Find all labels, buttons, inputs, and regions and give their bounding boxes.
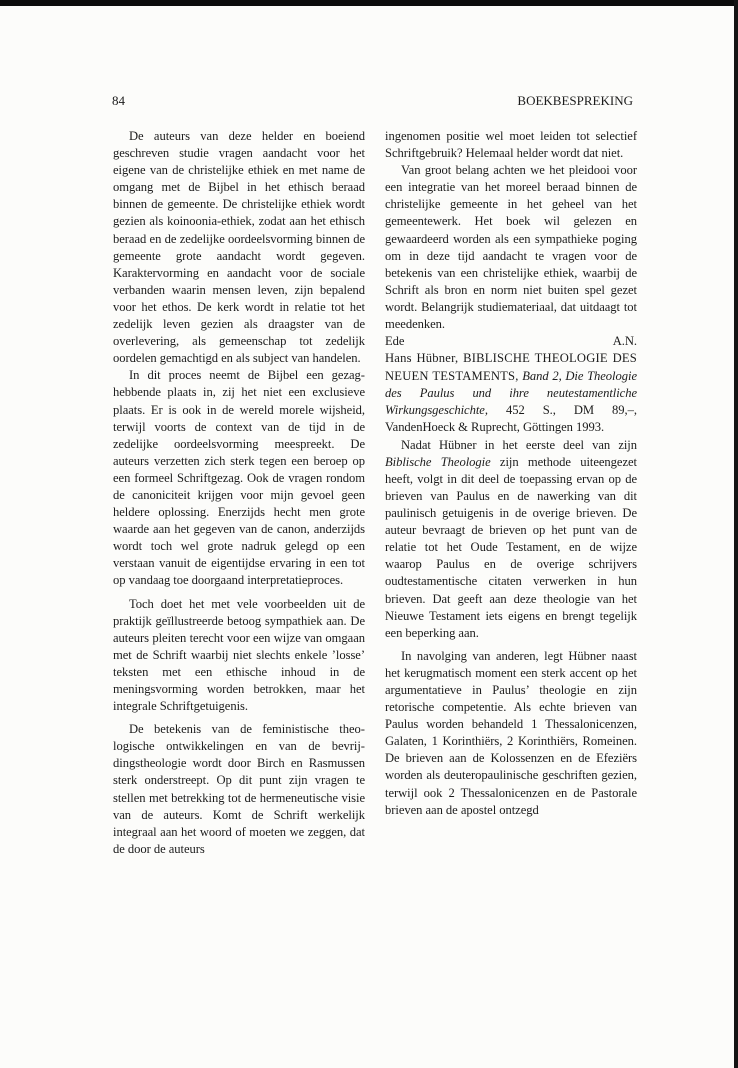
bibliographic-entry: [385, 350, 637, 436]
book-author-title: Hans Hübner, BIBLISCHE THEOLOGIE DES NEUEN TESTAMENTS,: [385, 351, 637, 383]
page-number: 84: [112, 93, 125, 108]
page: [0, 6, 734, 1068]
paragraph: De betekenis van de feministische theologische ontwikkelingen en van de bevrijdingstheologie wordt door Birch en Rasmussen sterk onderstreept. Op dit punt zijn vragen te stellen met betrekking tot de hermeneutische visie van de auteurs. Komt de Schrift werkelijk integraal aan het woord of moeten we zeggen, dat de door de auteurs: [113, 722, 365, 856]
book-publication-details: 452 S., DM 89,–, VandenHoeck & Ruprecht, Göttingen 1993.: [385, 403, 637, 435]
running-head: BOEKBESPREKING: [517, 93, 633, 108]
paragraph-text: zijn methode uiteengezet heeft, volgt in dit deel de toepassing ervan op de brieven van Paulus en de nawerking van dit paulinisch getuigenis in de overige brieven. De auteur bevraagt de brieven op het punt van de relatie tot het Oude Testament, en de wijze waarop Paulus en de overige schrijvers oudtestamentische citaten verwerken in hun brieven. Dat geeft aan deze theologie van het Nieuwe Testament iets eigens en brengt tegelijk een beperking aan.: [385, 454, 637, 640]
paragraph: In dit proces neemt de Bijbel een gezaghebbende plaats in, zij het niet een exclusieve plaats. Er is ook in de wereld morele wijsheid, terwijl voorts de context van de tijd in de zedelijke oordeelsvorming meespreekt. De auteurs verzetten zich sterk tegen een beroep op een formeel Schriftgezag. Ook de vragen rondom de canoniciteit krijgen voor mijn gevoel geen heldere oplossing. Enerzijds hecht men grote waarde aan het gegeven van de canon, anderzijds wordt toch wel grote nadruk gelegd op een verstaan vanuit de eigentijdse ervaring in een tot op vandaag toe doorgaand interpretatieproces.: [113, 368, 365, 588]
paragraph: Toch doet het met vele voorbeelden uit de praktijk geïllustreerde betoog sympathiek aan. De auteurs pleiten terecht voor een wijze van omgaan met de Schrift waarbij niet slechts enkele ’losse’ teksten met een ethische inhoud in de meningsvorming worden betrokken, maar het integrale Schriftgetuigenis.: [113, 596, 365, 714]
paragraph-text: Nadat Hübner in het eerste deel van zijn: [401, 437, 637, 452]
left-column: [113, 128, 365, 858]
right-column: [385, 128, 637, 819]
paragraph: Van groot belang achten we het pleidooi voor een integratie van het moreel beraad binnen de christelijke gemeente in het geheel van het gemeentewerk. Het boek wil gelezen en gewaardeerd worden als een sympathieke poging om in deze tijd aandacht te vragen voor de betekenis van een christelijke ethiek, waarbij de Schrift als bron en norm niet buiten spel gezet wordt. Belangrijk studiemateriaal, dat uitdaagt tot meedenken.: [385, 163, 637, 332]
signature-initials: A.N.: [612, 334, 637, 349]
paragraph: [385, 437, 637, 642]
scan-right-edge: [734, 0, 738, 1068]
cited-book-title: Biblische Theologie: [385, 454, 491, 469]
review-signature: [385, 333, 637, 350]
signature-place: Ede: [385, 334, 405, 349]
paragraph: ingenomen positie wel moet leiden tot selectief Schriftgebruik? Helemaal helder wordt dat niet.: [385, 129, 637, 161]
paragraph: De auteurs van deze helder en boeiend geschreven studie vragen aandacht voor het eigene van de christelijke ethiek en met name de omgang met de Bijbel in het ethisch beraad binnen de gemeente. De christelijke ethiek wordt gezien als koinoonia-ethiek, zodat aan het ethisch beraad en de zedelijke oordeelsvorming binnen de gemeente grote aandacht wordt gegeven. Karaktervorming en aandacht voor de sociale verbanden waarin mensen leven, zijn bepalend voor het ethos. De kerk wordt in relatie tot het zedelijk leven gezien als draagster van de overlevering, als gemeenschap tot zedelijk oordelen gemachtigd en als subject van handelen.: [113, 129, 365, 366]
paragraph: In navolging van anderen, legt Hübner naast het kerugmatisch moment een sterk accent op het argumentatieve in Paulus’ theologie en zijn retorische competentie. Als echte brieven van Paulus worden behandeld 1 Thessalonicenzen, Galaten, 1 Korinthiërs, 2 Korinthiërs, Romeinen. De brieven aan de Kolossenzen en de Efeziërs worden als deuteropaulinische geschriften gezien, terwijl ook 2 Thessalonicenzen en de Pastorale brieven aan de apostel ontzegd: [385, 648, 637, 817]
book-volume-title: Band 2, Die Theologie des Paulus und ihre neutestamentliche Wirkungsgeschichte,: [385, 368, 637, 418]
